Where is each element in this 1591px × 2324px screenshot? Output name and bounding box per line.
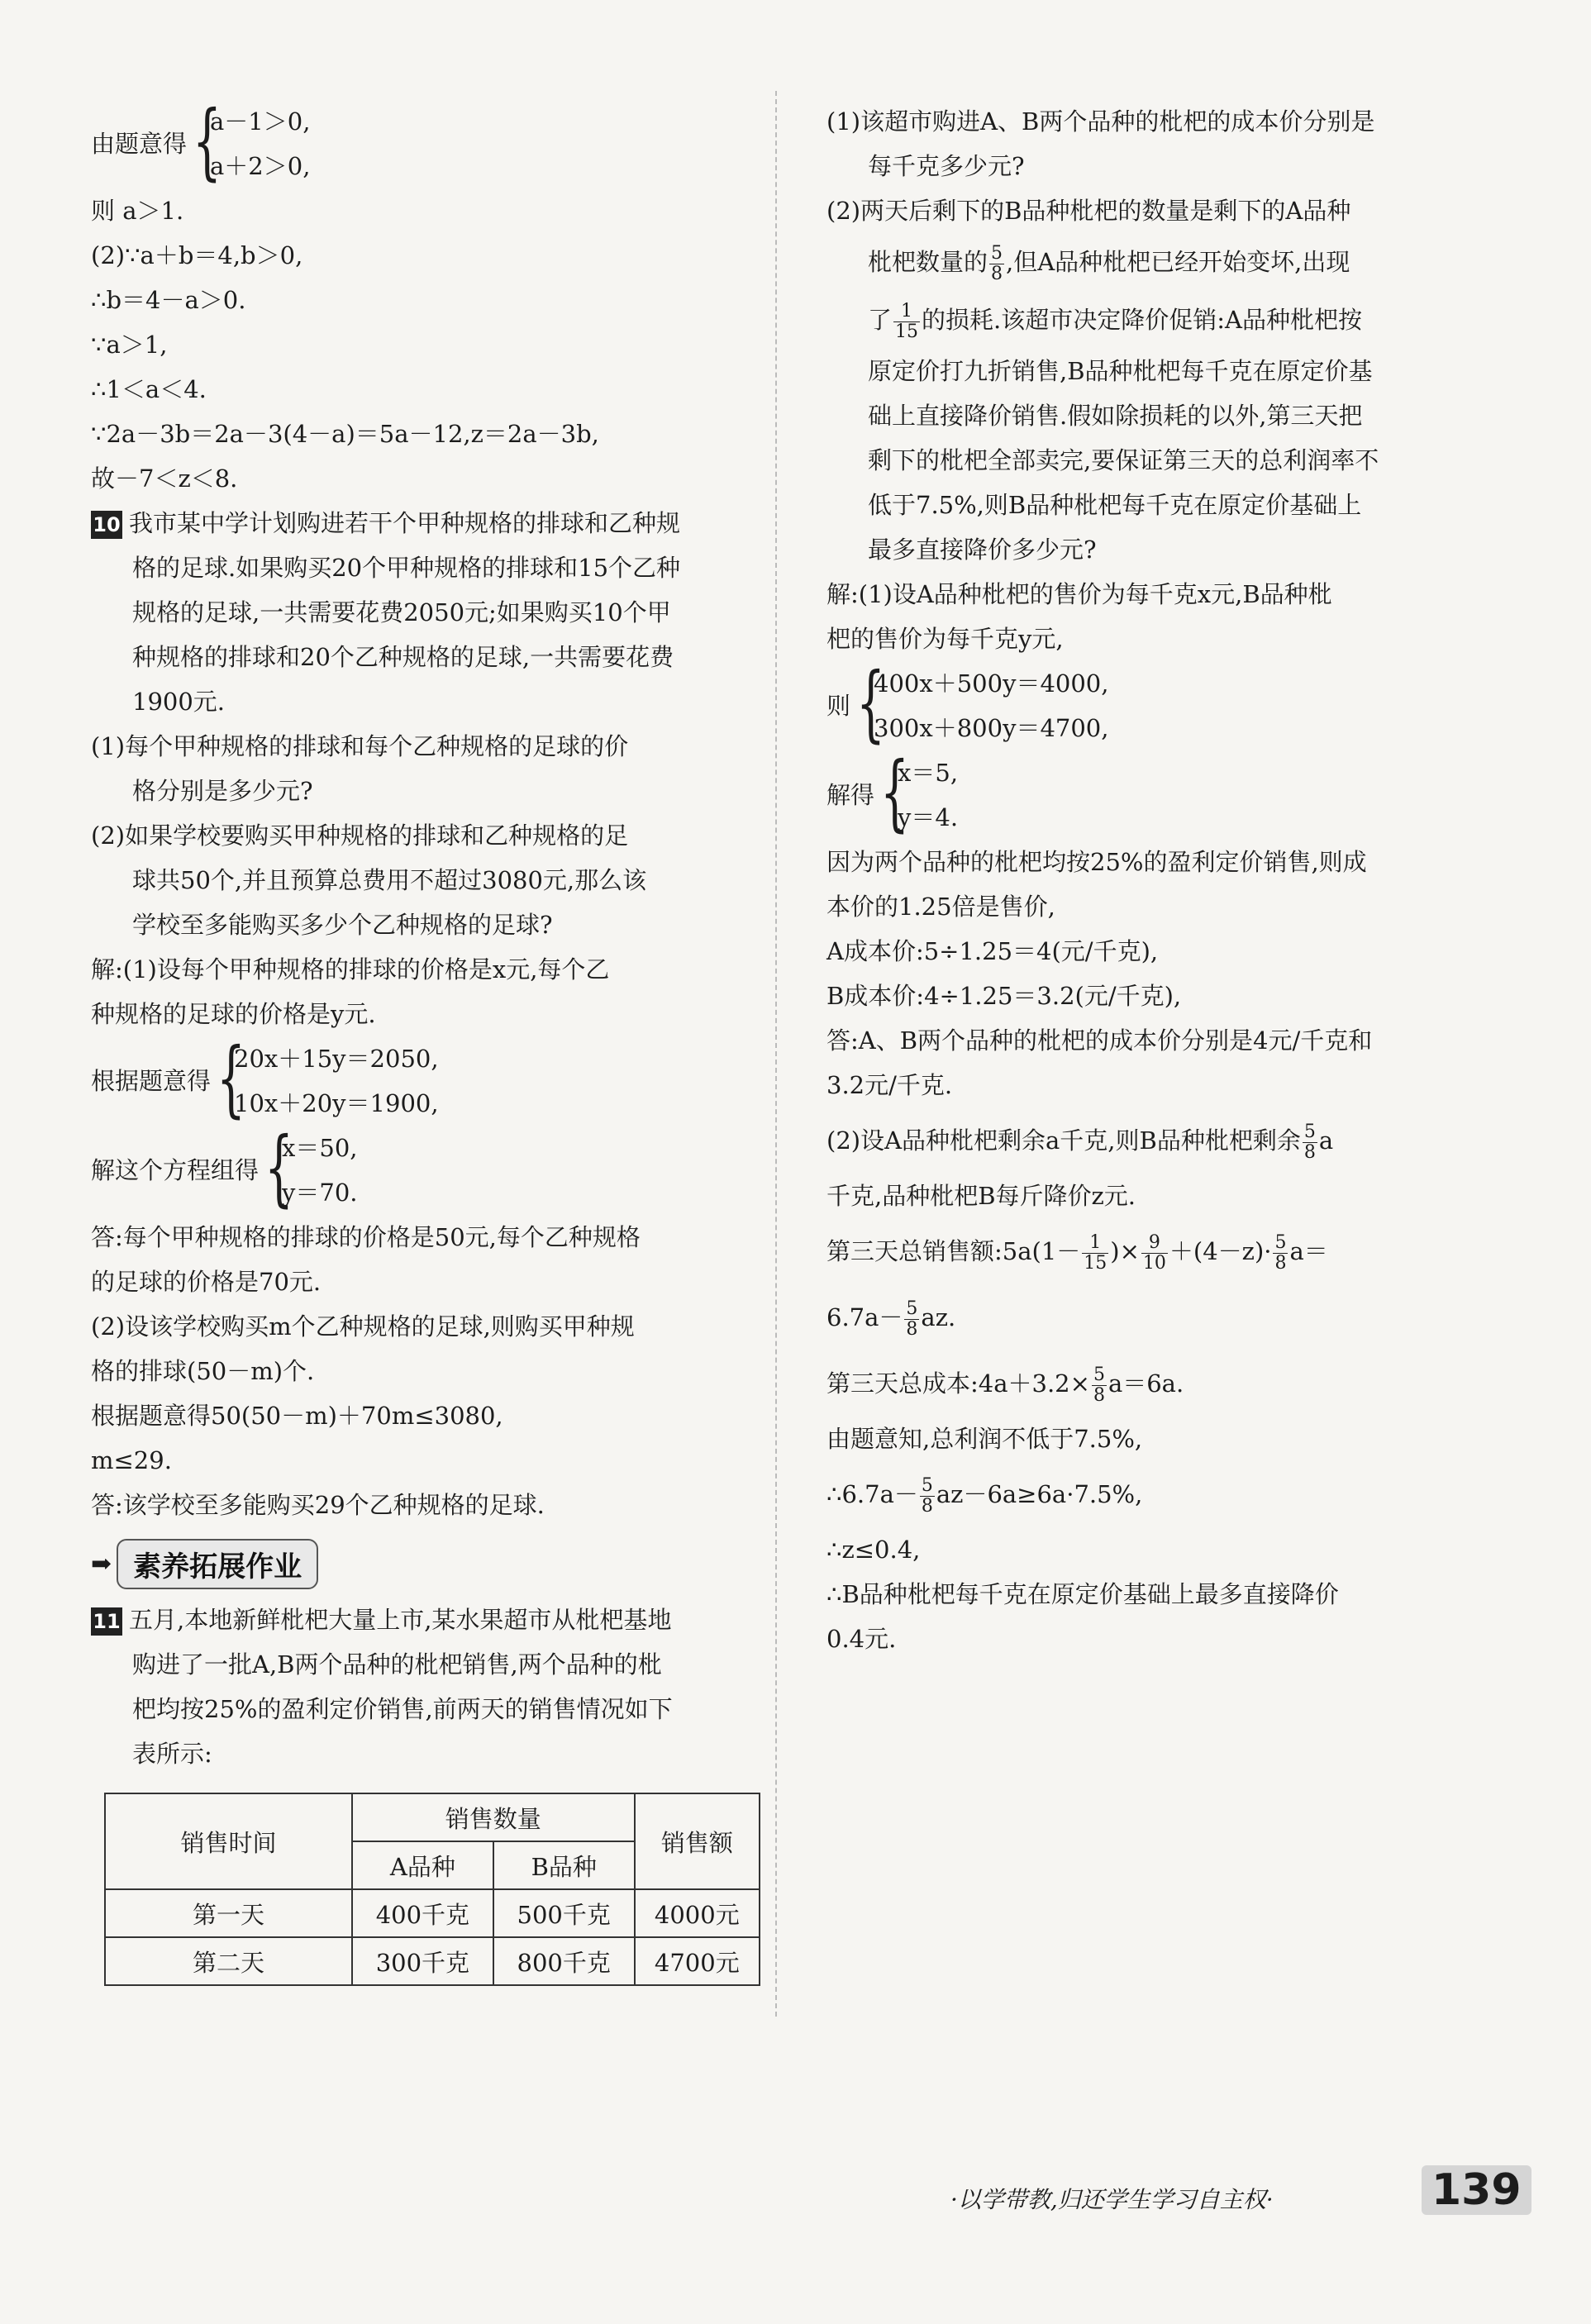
q10-line <box>91 501 760 545</box>
sub-question: 剩下的枇杷全部卖完,要保证第三天的总利润率不 <box>868 446 1379 474</box>
right-column <box>826 99 1488 1661</box>
fraction <box>1082 1233 1108 1274</box>
sub-question <box>826 291 1488 349</box>
table-row <box>105 1889 760 1937</box>
denominator: 8 <box>1274 1252 1287 1274</box>
system-label: 解得 <box>826 781 875 809</box>
numerator: 5 <box>991 242 1003 264</box>
sales-table <box>104 1793 760 1986</box>
text: 的损耗.该超市决定降价促销:A品种枇杷按 <box>922 306 1362 334</box>
solution-line: m≤29. <box>91 1446 172 1474</box>
text: (2)设A品种枇杷剩余a千克,则B品种枇杷剩余 <box>826 1126 1301 1155</box>
system-row: y＝4. <box>898 803 959 831</box>
header-a: A品种 <box>352 1841 493 1889</box>
numerator: 9 <box>1141 1233 1168 1254</box>
brace: { <box>216 1030 245 1126</box>
solution-line <box>826 1284 1488 1350</box>
text: az. <box>921 1303 956 1331</box>
question-text: 五月,本地新鲜枇杷大量上市,某水果超市从枇杷基地 <box>129 1606 672 1634</box>
section-title: 素养拓展作业 <box>117 1539 318 1589</box>
system-row: a＋2＞0, <box>210 152 311 180</box>
footer-motto: ·以学带教,归还学生学习自主权· <box>950 2186 1274 2213</box>
solution-line: (2)设该学校购买m个乙种规格的足球,则购买甲种规 <box>91 1312 635 1341</box>
solution-line: 的足球的价格是70元. <box>91 1268 322 1296</box>
header-qty: 销售数量 <box>352 1793 635 1841</box>
cell: 第二天 <box>105 1937 352 1985</box>
solution-line: 种规格的足球的价格是y元. <box>91 1000 376 1028</box>
brace: { <box>855 655 885 751</box>
header-amount: 销售额 <box>635 1793 760 1889</box>
text: a <box>1318 1126 1334 1155</box>
system-label: 则 <box>826 692 851 720</box>
solution-line: 0.4元. <box>826 1625 897 1653</box>
text: a＝ <box>1289 1237 1328 1265</box>
arrow-icon: ➡ <box>91 1550 112 1579</box>
numerator: 5 <box>921 1474 933 1496</box>
question-text: 种规格的排球和20个乙种规格的足球,一共需要花费 <box>132 643 674 671</box>
system-row: 400x＋500y＝4000, <box>874 669 1109 698</box>
fraction <box>904 1299 919 1340</box>
sub-question: 学校至多能购买多少个乙种规格的足球? <box>132 911 553 939</box>
header-b: B品种 <box>493 1841 635 1889</box>
solution-line: 格的排球(50－m)个. <box>91 1357 315 1385</box>
header-time: 销售时间 <box>105 1793 352 1889</box>
sub-question: (1)每个甲种规格的排球和每个乙种规格的足球的价 <box>91 732 629 760</box>
system-4 <box>826 744 1488 841</box>
question-number-10: 10 <box>91 511 122 539</box>
solution-line: 根据题意得50(50－m)＋70m≤3080, <box>91 1402 503 1430</box>
system-row: y＝70. <box>282 1179 358 1207</box>
text: 了 <box>868 306 893 334</box>
sub-question: 原定价打九折销售,B品种枇杷每千克在原定价基 <box>868 357 1373 385</box>
solution-line: 故－7＜z＜8. <box>91 464 238 493</box>
page-number: 139 <box>1422 2165 1531 2215</box>
sub-question: 格分别是多少元? <box>132 777 313 805</box>
system-1 <box>91 1030 760 1126</box>
numerator: 1 <box>893 302 920 322</box>
brace: { <box>879 744 909 841</box>
cell: 400千克 <box>352 1889 493 1937</box>
solution-line: B成本价:4÷1.25＝3.2(元/千克), <box>826 982 1182 1010</box>
solution-line: 因为两个品种的枇杷均按25%的盈利定价销售,则成 <box>826 848 1367 876</box>
table-row <box>105 1937 760 1985</box>
solution-line: 3.2元/千克. <box>826 1071 953 1099</box>
denominator: 8 <box>921 1495 933 1517</box>
left-column <box>91 93 760 1986</box>
system-row: 20x＋15y＝2050, <box>234 1045 439 1073</box>
text: ∴6.7a－ <box>826 1480 918 1508</box>
system-row: x＝50, <box>282 1134 358 1162</box>
numerator: 1 <box>1082 1233 1108 1254</box>
solution-line: ∵2a－3b＝2a－3(4－a)＝5a－12,z＝2a－3b, <box>91 420 599 448</box>
section-header <box>91 1539 760 1589</box>
solution-line: 本价的1.25倍是售价, <box>826 893 1055 921</box>
cell: 300千克 <box>352 1937 493 1985</box>
text: ＋(4－z)· <box>1169 1237 1272 1265</box>
denominator: 8 <box>1303 1141 1316 1163</box>
fraction <box>1303 1122 1317 1163</box>
brace: { <box>192 93 222 189</box>
question-text: 格的足球.如果购买20个甲种规格的排球和15个乙种 <box>132 554 681 582</box>
solution-line: 千克,品种枇杷B每斤降价z元. <box>826 1182 1136 1210</box>
numerator: 5 <box>1303 1121 1316 1142</box>
cell: 4000元 <box>635 1889 760 1937</box>
text: az－6a≥6a·7.5%, <box>936 1480 1143 1508</box>
solution-line: 解:(1)设每个甲种规格的排球的价格是x元,每个乙 <box>91 955 610 983</box>
solution-line: ∴z≤0.4, <box>826 1536 921 1564</box>
question-text: 杷均按25%的盈利定价销售,前两天的销售情况如下 <box>132 1695 673 1723</box>
denominator: 8 <box>991 263 1003 284</box>
sub-question: (2)两天后剩下的B品种枇杷的数量是剩下的A品种 <box>826 197 1351 225</box>
question-text: 1900元. <box>132 688 226 716</box>
sub-question: (2)如果学校要购买甲种规格的排球和乙种规格的足 <box>91 821 629 850</box>
system-label: 解这个方程组得 <box>91 1156 260 1184</box>
sub-question: 最多直接降价多少元? <box>868 536 1097 564</box>
system-label: 根据题意得 <box>91 1067 212 1095</box>
sub-question: (1)该超市购进A、B两个品种的枇杷的成本价分别是 <box>826 107 1375 136</box>
solution-line <box>826 1461 1488 1527</box>
brace: { <box>264 1119 293 1216</box>
sub-question: 低于7.5%,则B品种枇杷每千克在原定价基础上 <box>868 491 1362 519</box>
solution-line: (2)∵a＋b＝4,b＞0, <box>91 241 303 269</box>
system-row: 300x＋800y＝4700, <box>874 714 1109 742</box>
text: 枇杷数量的 <box>868 248 988 276</box>
fraction <box>893 302 920 342</box>
solution-line: 由题意知,总利润不低于7.5%, <box>826 1425 1143 1453</box>
text: a＝6a. <box>1108 1369 1184 1398</box>
denominator: 15 <box>1084 1252 1108 1274</box>
solution-line: 杷的售价为每千克y元, <box>826 625 1064 653</box>
cell: 800千克 <box>493 1937 635 1985</box>
question-text: 购进了一批A,B两个品种的枇杷销售,两个品种的枇 <box>132 1650 662 1679</box>
system-row: 10x＋20y＝1900, <box>234 1089 439 1117</box>
text: ,但A品种枇杷已经开始变坏,出现 <box>1006 248 1350 276</box>
denominator: 15 <box>895 321 919 342</box>
system-3 <box>826 655 1488 751</box>
fraction <box>1273 1233 1288 1274</box>
text: 第三天总成本:4a＋3.2× <box>826 1369 1090 1398</box>
denominator: 10 <box>1142 1252 1166 1274</box>
text: 6.7a－ <box>826 1303 903 1331</box>
question-text: 我市某中学计划购进若干个甲种规格的排球和乙种规 <box>129 509 681 537</box>
fraction <box>920 1476 935 1517</box>
sub-question <box>826 233 1488 291</box>
solution-line: ∴B品种枇杷每千克在原定价基础上最多直接降价 <box>826 1580 1339 1608</box>
denominator: 8 <box>906 1318 918 1340</box>
fraction <box>1141 1233 1168 1274</box>
solution-line: 答:每个甲种规格的排球的价格是50元,每个乙种规格 <box>91 1223 641 1251</box>
system-label: 由题意得 <box>91 130 188 158</box>
solution-line: 答:该学校至多能购买29个乙种规格的足球. <box>91 1491 545 1519</box>
system-0 <box>91 93 760 189</box>
solution-line: ∴b＝4－a＞0. <box>91 286 246 314</box>
question-number-11: 11 <box>91 1607 122 1636</box>
cell: 500千克 <box>493 1889 635 1937</box>
system-2 <box>91 1119 760 1216</box>
solution-line: 则 a＞1. <box>91 197 184 225</box>
sub-question: 础上直接降价销售.假如除损耗的以外,第三天把 <box>868 402 1363 430</box>
question-text: 规格的足球,一共需要花费2050元;如果购买10个甲 <box>132 598 671 626</box>
solution-line: ∵a＞1, <box>91 331 168 359</box>
fraction <box>989 244 1004 284</box>
question-text: 表所示: <box>132 1740 212 1768</box>
solution-line: A成本价:5÷1.25＝4(元/千克), <box>826 937 1159 965</box>
text: 第三天总销售额:5a(1－ <box>826 1237 1081 1265</box>
system-row: a－1＞0, <box>210 107 311 136</box>
solution-line <box>826 1107 1488 1174</box>
solution-line <box>826 1218 1488 1284</box>
solution-line: 解:(1)设A品种枇杷的售价为每千克x元,B品种枇 <box>826 580 1332 608</box>
solution-line <box>826 1350 1488 1417</box>
numerator: 5 <box>1093 1364 1105 1385</box>
cell: 4700元 <box>635 1937 760 1985</box>
cell: 第一天 <box>105 1889 352 1937</box>
numerator: 5 <box>906 1298 918 1319</box>
solution-line: ∴1＜a＜4. <box>91 375 207 403</box>
numerator: 5 <box>1274 1231 1287 1253</box>
q11-line <box>91 1598 760 1642</box>
text: )× <box>1110 1237 1140 1265</box>
denominator: 8 <box>1093 1384 1105 1406</box>
column-divider <box>775 91 777 2017</box>
system-row: x＝5, <box>898 759 959 787</box>
fraction <box>1092 1365 1107 1406</box>
sub-question: 每千克多少元? <box>868 152 1025 180</box>
sub-question: 球共50个,并且预算总费用不超过3080元,那么该 <box>132 866 647 894</box>
solution-line: 答:A、B两个品种的枇杷的成本价分别是4元/千克和 <box>826 1026 1373 1055</box>
